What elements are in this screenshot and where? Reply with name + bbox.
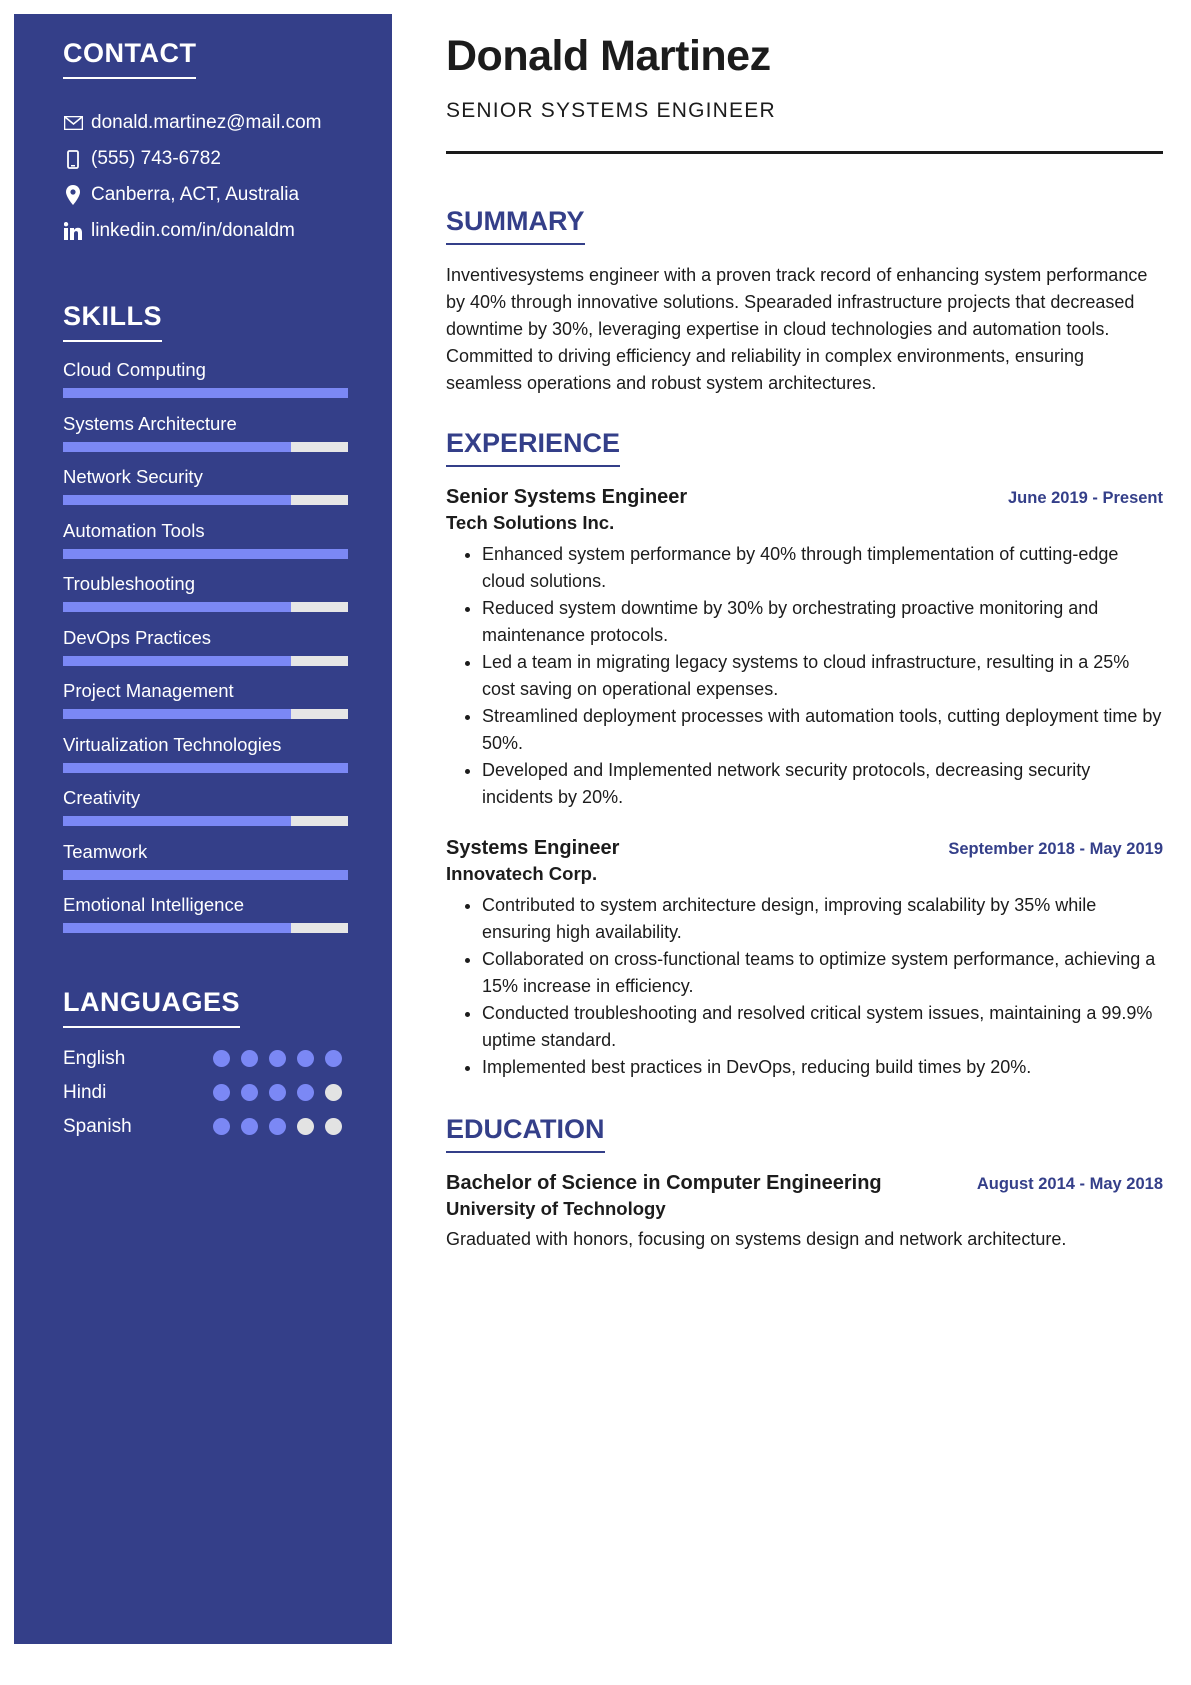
skill-name: Project Management bbox=[63, 680, 234, 701]
job-bullet: • Developed and Implemented network security protocols, decreasing security incidents by 20%. bbox=[482, 757, 1163, 811]
contact-location bbox=[63, 177, 348, 213]
envelope-icon bbox=[63, 113, 83, 133]
rating-dot-filled bbox=[241, 1084, 258, 1101]
skill-level-bar bbox=[63, 709, 348, 719]
job-bullet: • Enhanced system performance by 40% through timplementation of cutting-edge cloud solutions. bbox=[482, 541, 1163, 595]
skill-level-fill bbox=[63, 816, 291, 826]
contact-email[interactable] bbox=[63, 105, 348, 141]
skill-level-fill bbox=[63, 709, 291, 719]
skill-level-bar bbox=[63, 923, 348, 933]
contact-phone[interactable] bbox=[63, 141, 348, 177]
rating-dot-filled bbox=[297, 1084, 314, 1101]
education-date: August 2014 - May 2018 bbox=[976, 1175, 1163, 1193]
experience-list bbox=[446, 484, 1163, 1081]
contact-list bbox=[63, 105, 348, 249]
language-name: Hindi bbox=[63, 1081, 107, 1103]
education-heading: EDUCATION bbox=[446, 1114, 605, 1153]
skill-level-bar bbox=[63, 549, 348, 559]
skill-name: Emotional Intelligence bbox=[63, 894, 244, 915]
skill-name: DevOps Practices bbox=[63, 626, 212, 648]
linkedin-icon bbox=[63, 221, 83, 241]
languages-heading: LANGUAGES bbox=[63, 987, 240, 1028]
rating-dot-filled bbox=[297, 1050, 314, 1067]
main-content bbox=[446, 28, 1163, 1253]
job-company: Innovatech Corp. bbox=[446, 863, 598, 884]
language-rating bbox=[213, 1050, 342, 1067]
job-bullets bbox=[446, 892, 1163, 1081]
job-bullets bbox=[446, 541, 1163, 811]
experience-heading: EXPERIENCE bbox=[446, 428, 620, 467]
education-description: Graduated with honors, focusing on systems design and network architecture. bbox=[446, 1229, 1067, 1249]
job-date: June 2019 - Present bbox=[1008, 489, 1163, 507]
skill-level-fill bbox=[63, 495, 291, 505]
skill-item bbox=[63, 893, 348, 947]
skill-level-fill bbox=[63, 870, 348, 880]
language-name: English bbox=[63, 1047, 126, 1069]
skill-level-bar bbox=[63, 495, 348, 505]
mobile-phone-icon bbox=[63, 149, 83, 169]
skill-item bbox=[63, 358, 348, 412]
rating-dot-filled bbox=[325, 1050, 342, 1067]
rating-dot-filled bbox=[241, 1050, 258, 1067]
school-name: University of Technology bbox=[446, 1198, 666, 1219]
skill-name: Automation Tools bbox=[63, 519, 205, 541]
rating-dot-filled bbox=[213, 1084, 230, 1101]
skill-level-fill bbox=[63, 549, 348, 559]
job-company: Tech Solutions Inc. bbox=[446, 512, 615, 533]
skill-item bbox=[63, 626, 348, 680]
skill-name: Virtualization Technologies bbox=[63, 733, 282, 755]
language-item bbox=[63, 1042, 348, 1076]
header-divider bbox=[446, 151, 1163, 154]
skill-level-fill bbox=[63, 602, 291, 612]
job-bullet: • Conducted troubleshooting and resolved critical system issues, maintaining a 99.9% uptime standard. bbox=[482, 1000, 1163, 1054]
skills-list bbox=[63, 358, 348, 947]
skills-heading: SKILLS bbox=[63, 301, 162, 342]
rating-dot-filled bbox=[269, 1050, 286, 1067]
skill-name: Cloud Computing bbox=[63, 359, 206, 380]
skill-level-fill bbox=[63, 923, 291, 933]
job-bullet: • Implemented best practices in DevOps, reducing build times by 20%. bbox=[482, 1054, 1163, 1081]
skill-item bbox=[63, 465, 348, 519]
summary-text: Inventivesystems engineer with a proven track record of enhancing system performance by 40% through innovative solutions. Spearaded infrastructure projects that decreased downtime by 30%, leveraging expertise in cloud technologies and automation tools. Committed to driving efficiency and reliability in complex environments, ensuring seamless operations and robust system architectures. bbox=[446, 265, 1148, 393]
skill-item bbox=[63, 733, 348, 787]
skill-name: Systems Architecture bbox=[63, 412, 237, 434]
job-bullet: • Reduced system downtime by 30% by orchestrating proactive monitoring and maintenance protocols. bbox=[482, 595, 1163, 649]
job-bullet: • Led a team in migrating legacy systems to cloud infrastructure, resulting in a 25% cost saving on operational expenses. bbox=[482, 649, 1163, 703]
contact-location-text: Canberra, ACT, Australia bbox=[91, 184, 300, 205]
skill-level-fill bbox=[63, 763, 348, 773]
rating-dot-filled bbox=[269, 1118, 286, 1135]
job-bullet: • Streamlined deployment processes with automation tools, cutting deployment time by 50%. bbox=[482, 703, 1163, 757]
job-bullet: • Collaborated on cross-functional teams to optimize system performance, achieving a 15% increase in efficiency. bbox=[482, 946, 1163, 1000]
rating-dot-filled bbox=[213, 1118, 230, 1135]
job-bullet: • Contributed to system architecture design, improving scalability by 35% while ensuring high availability. bbox=[482, 892, 1163, 946]
skill-level-fill bbox=[63, 388, 348, 398]
job-title: Senior Systems Engineer bbox=[446, 486, 688, 508]
skill-item bbox=[63, 786, 348, 840]
skill-level-bar bbox=[63, 656, 348, 666]
language-item bbox=[63, 1076, 348, 1110]
skill-name: Teamwork bbox=[63, 840, 148, 862]
skill-level-fill bbox=[63, 442, 291, 452]
job-title: Systems Engineer bbox=[446, 837, 620, 859]
contact-phone-text: (555) 743-6782 bbox=[91, 148, 221, 169]
contact-linkedin-text: linkedin.com/in/donaldm bbox=[91, 220, 295, 241]
contact-heading: CONTACT bbox=[63, 38, 196, 79]
skill-name: Troubleshooting bbox=[63, 573, 195, 594]
skill-item bbox=[63, 572, 348, 626]
rating-dot-filled bbox=[213, 1050, 230, 1067]
rating-dot-empty bbox=[325, 1118, 342, 1135]
language-name: Spanish bbox=[63, 1115, 132, 1137]
skill-item bbox=[63, 519, 348, 573]
skill-level-bar bbox=[63, 816, 348, 826]
skill-level-bar bbox=[63, 442, 348, 452]
rating-dot-empty bbox=[297, 1118, 314, 1135]
skill-level-bar bbox=[63, 602, 348, 612]
skill-name: Network Security bbox=[63, 466, 203, 487]
education-entry bbox=[446, 1170, 1163, 1253]
rating-dot-filled bbox=[269, 1084, 286, 1101]
skill-level-fill bbox=[63, 656, 291, 666]
skill-level-bar bbox=[63, 388, 348, 398]
skill-level-bar bbox=[63, 763, 348, 773]
rating-dot-filled bbox=[241, 1118, 258, 1135]
skill-name: Creativity bbox=[63, 787, 141, 808]
candidate-title: SENIOR SYSTEMS ENGINEER bbox=[446, 99, 776, 122]
sidebar bbox=[14, 14, 392, 1644]
contact-email-text: donald.martinez@mail.com bbox=[91, 112, 322, 133]
degree-title: Bachelor of Science in Computer Engineering bbox=[446, 1172, 882, 1194]
rating-dot-empty bbox=[325, 1084, 342, 1101]
language-item bbox=[63, 1110, 348, 1144]
contact-linkedin[interactable] bbox=[63, 213, 348, 249]
job-date: September 2018 - May 2019 bbox=[948, 840, 1163, 858]
skill-item bbox=[63, 840, 348, 894]
map-pin-icon bbox=[63, 185, 83, 205]
skill-item bbox=[63, 412, 348, 466]
job-entry bbox=[446, 484, 1163, 811]
candidate-name: Donald Martinez bbox=[446, 32, 771, 80]
languages-list bbox=[63, 1042, 348, 1144]
language-rating bbox=[213, 1084, 342, 1101]
language-rating bbox=[213, 1118, 342, 1135]
summary-heading: SUMMARY bbox=[446, 206, 585, 245]
skill-item bbox=[63, 679, 348, 733]
skill-level-bar bbox=[63, 870, 348, 880]
job-entry bbox=[446, 835, 1163, 1081]
